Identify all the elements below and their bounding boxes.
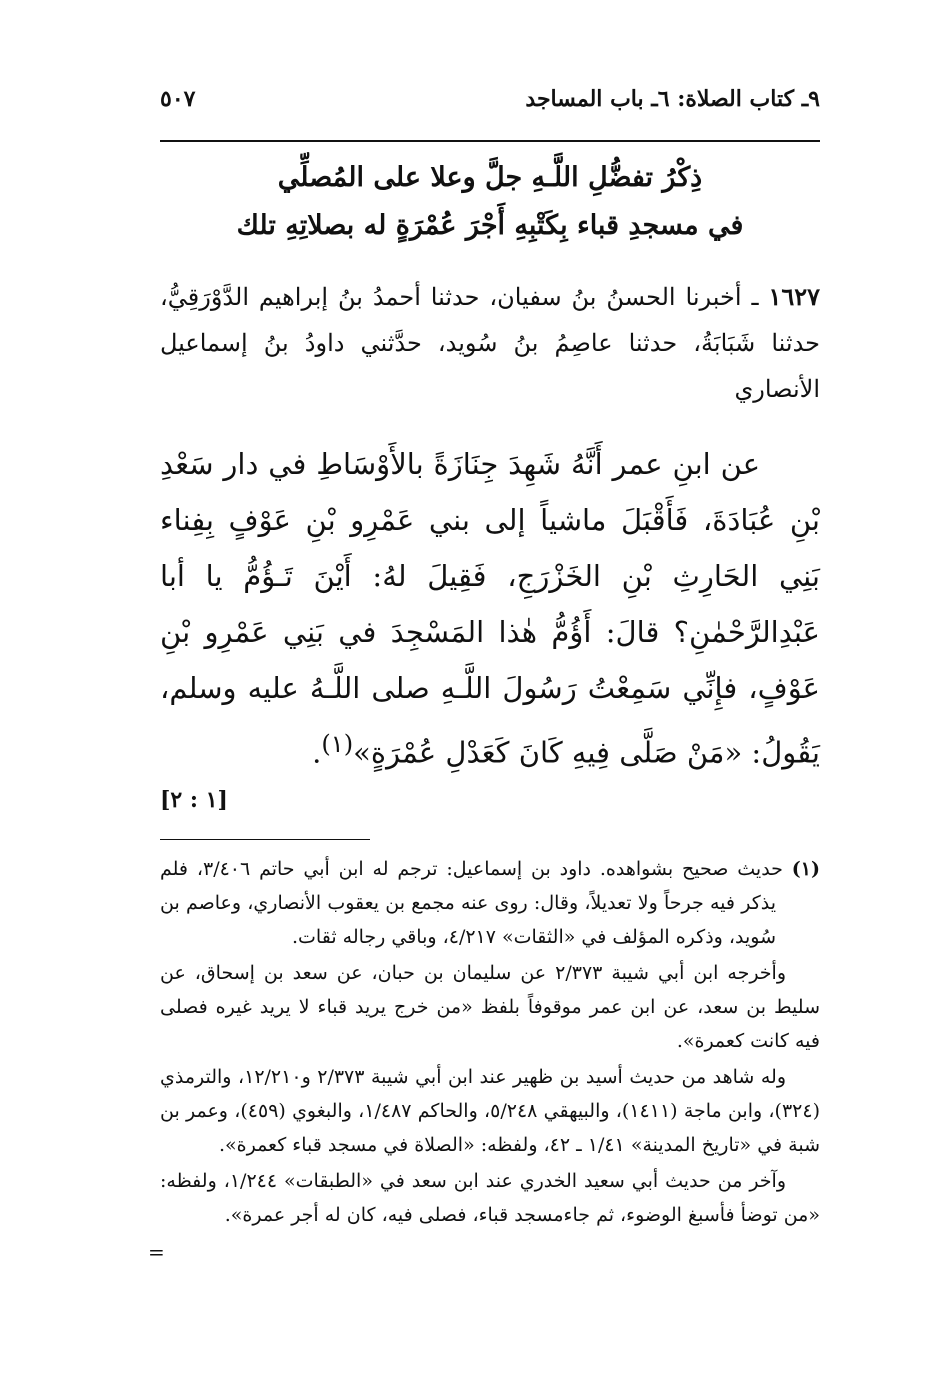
isnad-text: ـ أخبرنا الحسنُ بنُ سفيان، حدثنا أحمدُ بنُ إبراهيم الدَّوْرَقِيُّ، حدثنا شَبَابَةُ، حدثنا عاصِمُ بنُ سُويد، حدَّثني داودُ بنُ إسماعيل الأنصاري <box>160 283 820 403</box>
footnote-paragraph-3: وله شاهد من حديث أسيد بن ظهير عند ابن أبي شيبة ٢/٣٧٣ و١٢/٢١٠، والترمذي (٣٢٤)، وابن ماجة (١٤١١)، والبيهقي ٥/٢٤٨، والحاكم ١/٤٨٧، والبغوي (٤٥٩)، وعمر بن شبة في «تاريخ المدينة» ١/٤١ ـ ٤٢، ولفظه: «الصلاة في مسجد قباء كعمرة». <box>160 1065 821 1156</box>
footnote-paragraph-1 <box>160 852 820 954</box>
footnote-rule <box>160 839 370 840</box>
running-header <box>160 86 820 130</box>
title-line-1: ذِكْرُ تفضُّلِ اللَّـهِ جلَّ وعلا على المُصلِّي <box>277 162 703 193</box>
footnote-reference: (١) <box>321 730 354 758</box>
section-title <box>160 154 820 250</box>
title-line-2: في مسجدِ قباء بِكَتْبِهِ أَجْرَ عُمْرَةٍ له بصلاتِهِ تلك <box>236 210 744 241</box>
footnote-marker: (١) <box>791 857 820 880</box>
matn-text: عن ابنِ عمر أَنَّهُ شَهِدَ جِنَازَةً بالأَوْسَاطِ في دار سَعْدِ بْنِ عُبَادَةَ، فَأَقْبَلَ ماشياً إلى بني عَمْرِو بْنِ عَوْفٍ بِفِناء بَنِي الحَارِثِ بْنِ الخَزْرَجِ، فَقِيلَ لهُ: أَيْنَ تَـؤُمُّ يا أبا عَبْدِالرَّحْمٰنِ؟ قالَ: أَؤُمُّ هٰذا المَسْجِدَ في بَنِي عَمْرِو بْنِ عَوْفٍ، فإِنِّي سَمِعْتُ رَسُولَ اللَّـهِ صلى اللَّـهُ عليه وسلم، يَقُولُ: «مَنْ صَلَّى فِيهِ كَانَ كَعَدْلِ عُمْرَةٍ» <box>160 447 820 770</box>
hadith-number: ١٦٢٧ <box>768 282 820 311</box>
hadith-reference: [١ : ٢] <box>160 786 228 813</box>
hadith-matn <box>160 436 820 781</box>
footnote-paragraph-4: وآخر من حديث أبي سعيد الخدري عند ابن سعد في «الطبقات» ١/٢٤٤، ولفظه: «من توضأ فأسبغ الوضوء، ثم جاءمسجد قباء، فصلى فيه، كان له أجر عمرة». <box>160 1169 820 1226</box>
continuation-mark: = <box>148 1240 165 1264</box>
matn-end: . <box>312 735 322 770</box>
header-rule <box>160 140 820 142</box>
footnote-text-1: حديث صحيح بشواهده. داود بن إسماعيل: ترجم له ابن أبي حاتم ٣/٤٠٦، فلم يذكر فيه جرحاً ولا تعديلاً، وقال: روى عنه مجمع بن يعقوب الأنصاري، وعاصم بن سُويد، وذكره المؤلف في «الثقات» ٤/٢١٧، وباقي رجاله ثقات. <box>160 857 783 948</box>
document-page <box>160 86 820 1234</box>
chapter-heading: ٩ـ كتاب الصلاة: ٦ـ باب المساجد <box>525 86 820 112</box>
footnotes <box>160 852 820 1232</box>
page-number: ٥٠٧ <box>160 86 196 112</box>
hadith-isnad <box>160 274 820 412</box>
footnote-paragraph-2: وأخرجه ابن أبي شيبة ٢/٣٧٣ عن سليمان بن حبان، عن سعد بن إسحاق، عن سليط بن سعد، عن ابن عمر موقوفاً بلفظ «من خرج يريد قباء لا يريد غيره فصلى فيه كانت كعمرة». <box>160 961 820 1052</box>
